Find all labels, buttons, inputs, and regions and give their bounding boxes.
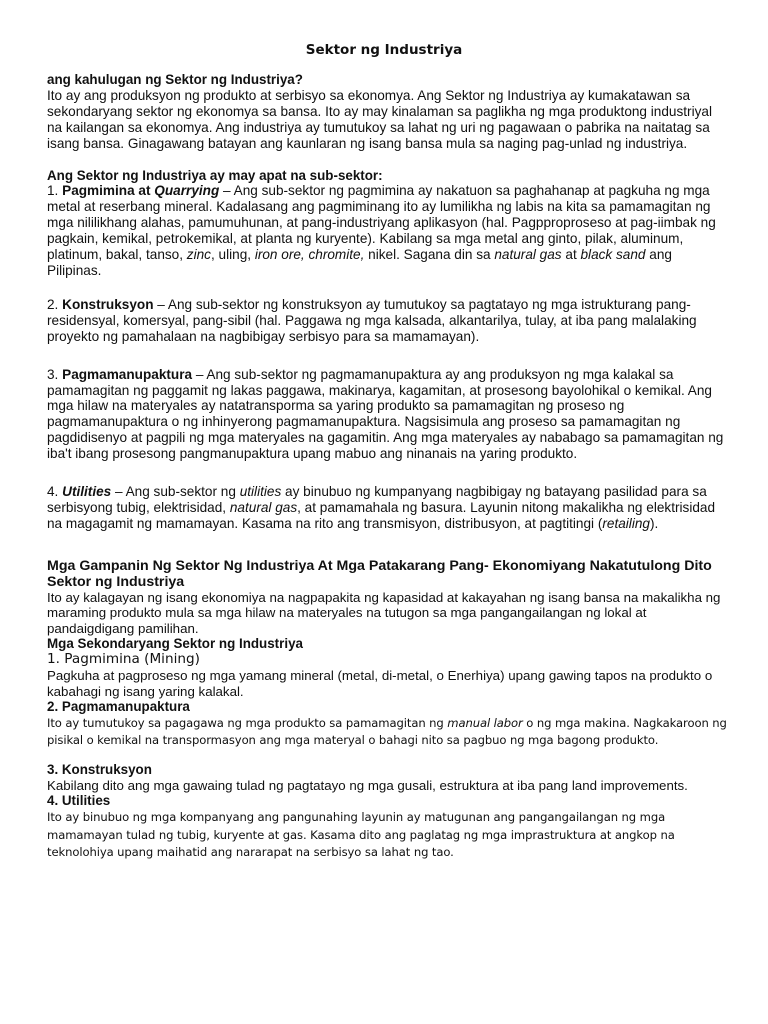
mining-heading: 1. Pagmimina (Mining) xyxy=(47,651,200,668)
item-text: , at pamamahala ng basura. Layunin nitong makalikha ng elektrisidad na magagamit ng mamamayan. Kasama na rito ang transmisyon, distribusyon, at pagtitingi ( xyxy=(47,499,716,531)
sector-paragraph: Ito ay kalagayan ng isang ekonomiya na nagpapakita ng kapasidad at kakayahan ng isang bansa na makalikha ng maraming produkto mula sa mga hilaw na materyales na tutugon sa mga pangangailangan ng lokal at pandaigdigang pamilihan. xyxy=(47,589,721,636)
intro-paragraph: Ito ay ang produksyon ng produkto at serbisyo sa ekonomya. Ang Sektor ng Industriya ay kumakatawan sa sekondaryang sektor ng ekonomya sa bansa. Ito ay may kinalaman sa paglikha ng mga produktong industriyal na kailangan sa ekonomya. Ang industriya ay tumutukoy sa lahat ng uri ng pagawaan o pabrika na naitatag sa isang bansa. Ginagawang batayan ang kaunlaran ng isang bansa mula sa naging pag-unlad ng industriya. xyxy=(47,87,712,151)
item-italic: zinc xyxy=(186,247,211,263)
item-text: Ito ay tumutukoy sa pagagawa ng mga produkto sa pamamagitan ng xyxy=(47,715,448,730)
item-text: , uling, xyxy=(210,247,255,263)
item-italic: iron ore, chromite, xyxy=(254,247,365,263)
item-italic: black sand xyxy=(580,247,646,263)
item-italic: utilities xyxy=(239,484,282,500)
subsector-manufacturing-paragraph xyxy=(47,367,727,462)
document-body xyxy=(47,72,727,862)
item-text: o ng mga makina. Nagkakaroon ng pisikal o kemikal na transpormasyon ang mga materyal o bahagi nito sa pagbuo ng mga bagong produkto. xyxy=(47,715,727,748)
item-number: 4. xyxy=(47,484,63,500)
item-italic: natural gas xyxy=(229,499,298,515)
item-text: ). xyxy=(649,515,659,531)
subsector-utilities-paragraph xyxy=(47,484,727,532)
item-italic: natural gas xyxy=(494,247,562,263)
secondary-sectors-heading: Mga Sekondaryang Sektor ng Industriya xyxy=(47,636,303,652)
item-text: ay binubuo ng kumpanyang nagbibigay ng batayang pasilidad para sa serbisyong tubig, elektrisidad, xyxy=(47,484,707,515)
intro-heading: ang kahulugan ng Sektor ng Industriya? xyxy=(47,72,303,87)
construction-paragraph: Kabilang dito ang mga gawaing tulad ng pagtatayo ng mga gusali, estruktura at iba pang land improvements. xyxy=(47,777,688,793)
item-italic: manual labor xyxy=(447,715,523,730)
item-number: 2. xyxy=(47,296,63,312)
item-text: at xyxy=(561,247,581,263)
item-italic: retailing xyxy=(602,515,650,531)
item-name: Pagmamanupaktura xyxy=(62,366,193,382)
manufacturing-heading: 2. Pagmamanupaktura xyxy=(47,699,190,715)
item-number: 1. xyxy=(47,183,63,199)
roles-heading: Mga Gampanin Ng Sektor Ng Industriya At Mga Patakarang Pang- Ekonomiyang Nakatutulong Dito xyxy=(47,557,712,574)
utilities-heading: 4. Utilities xyxy=(47,793,111,809)
item-name: Pagmimina at xyxy=(62,183,155,199)
item-text: – Ang sub-sektor ng xyxy=(111,484,240,500)
document-title: Sektor ng Industriya xyxy=(305,42,463,58)
item-name: Konstruksyon xyxy=(62,296,154,312)
item-text: – Ang sub-sektor ng pagmimina ay nakatuon sa paghahanap at pagkuha ng mga metal at reserbang mineral. Kadalasang ang pagmiminang ito ay lumilikha ng labis na kita sa pamamagitan ng mga nililikhang alahas, pamumuhunan, at pang-industriyang aplikasyon (hal. Pagpproproseso at pag-iimbak ng pagkain, kemikal, petrokemikal, at planta ng kuryente). Kabilang sa mga metal ang ginto, pilak, aluminum, platinum, bakal, tanso, xyxy=(47,183,716,263)
item-text: ang Pilipinas. xyxy=(47,247,672,278)
item-name-italic: Quarrying xyxy=(154,183,220,199)
item-text: – Ang sub-sektor ng pagmamanupaktura ay ang produksyon ng mga kalakal sa pamamagitan ng paggamit ng lakas paggawa, makinarya, kagamitan, at prosesong bayolohikal o kemikal. Ang mga hilaw na materyales ay natatransporma sa yaring produkto sa pamamagitan ng proseso ng pagmamanupaktura o ng inhinyerong pagmamanupaktura. Nagsisimula ang proseso sa pamamagitan ng pagdidisenyo at pagpili ng mga materyales na gagamitin. Ang mga materyales ay nababago sa pamamagitan ng iba't ibang prosesong pangmanupaktura upang mabuo ang ninanais na yaring produkto. xyxy=(47,366,724,462)
subsectors-heading: Ang Sektor ng Industriya ay may apat na sub-sektor: xyxy=(47,167,383,183)
subsector-construction-paragraph xyxy=(47,297,727,345)
manufacturing-paragraph xyxy=(47,715,727,750)
item-text: – Ang sub-sektor ng konstruksyon ay tumutukoy sa pagtatayo ng mga istrukturang pang-residensyal, komersyal, pang-sibil (hal. Paggawa ng mga kalsada, alkantarilya, tulay, at iba pang malalaking proyekto ng pamahalaan na nagbibigay serbisyo para sa mamamayan). xyxy=(47,296,697,344)
item-name-italic: Utilities xyxy=(62,484,112,500)
subsector-mining-paragraph xyxy=(47,183,727,278)
item-text: nikel. Sagana din sa xyxy=(364,247,495,263)
mining-paragraph: Pagkuha at pagproseso ng mga yamang mineral (metal, di-metal, o Enerhiya) upang gawing tapos na produkto o kabahagi ng isang yaring kalakal. xyxy=(47,668,713,699)
construction-heading: 3. Konstruksyon xyxy=(47,761,152,777)
item-number: 3. xyxy=(47,366,63,382)
sector-heading: Sektor ng Industriya xyxy=(47,573,185,590)
utilities-paragraph: Ito ay binubuo ng mga kompanyang ang pangunahing layunin ay matugunan ang pangangailangan ng mga mamamayan tulad ng tubig, kuryente at gas. Kasama dito ang paglatag ng mga imprastruktura at angkop na teknolohiya upang maihatid ang nararapat na serbisyo sa lahat ng tao. xyxy=(47,810,675,860)
